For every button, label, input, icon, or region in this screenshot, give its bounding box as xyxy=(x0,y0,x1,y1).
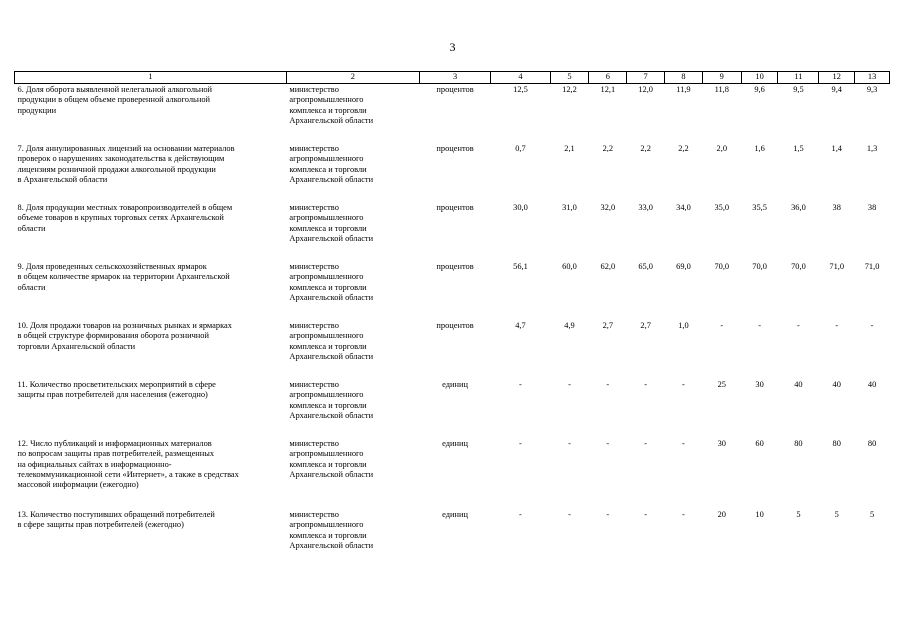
unit-cell: процентов xyxy=(436,85,474,94)
value-cell: 31,0 xyxy=(562,203,577,212)
responsible-text-line: министерство xyxy=(289,144,339,153)
indicator-text-line: в общей структуре формирования оборота розничной xyxy=(17,331,209,341)
responsible-text-line: Архангельской области xyxy=(289,469,374,479)
responsible-text-line: агропромышленного xyxy=(289,154,364,164)
responsible-text-line: министерство xyxy=(289,380,339,389)
value-cell: 1,5 xyxy=(793,144,804,153)
value-cell: - xyxy=(606,510,610,519)
value-cell: - xyxy=(797,321,800,330)
value-cell: 65,0 xyxy=(638,262,653,271)
table-row xyxy=(15,509,890,568)
value-cell: - xyxy=(519,439,522,448)
value-cell: 12,0 xyxy=(638,85,653,94)
value-cell: 71,0 xyxy=(829,262,845,271)
indicator-text-line: торговли Архангельской области xyxy=(17,341,136,351)
value-cell: 20 xyxy=(717,510,726,519)
unit-cell: процентов xyxy=(436,203,474,212)
column-header: 13 xyxy=(855,72,890,84)
value-cell: - xyxy=(870,321,874,330)
indicator-cell xyxy=(15,84,287,144)
indicator-cell xyxy=(15,261,287,320)
value-cell: 62,0 xyxy=(600,262,616,271)
indicator-text-line: в общем количестве ярмарок на территории Архангельской xyxy=(17,272,230,282)
value-cell: 5 xyxy=(834,510,839,519)
value-cell: 11,9 xyxy=(676,85,691,94)
value-cell: - xyxy=(644,510,648,519)
value-cell: 4,9 xyxy=(564,321,575,330)
indicator-text-line: области xyxy=(17,282,46,292)
responsible-text-line: комплекса и торговли xyxy=(289,459,367,469)
responsible-cell xyxy=(286,509,419,568)
indicator-text-line: проверок о нарушениях законодательства к действующим xyxy=(17,154,225,164)
table-row xyxy=(15,143,890,202)
indicator-text-line: области xyxy=(17,223,46,233)
responsible-text-line: комплекса и торговли xyxy=(289,164,367,174)
responsible-text-line: Архангельской области xyxy=(289,292,374,302)
indicator-text-line: 7. Доля аннулированных лицензий на основании материалов xyxy=(17,144,235,153)
value-cell: - xyxy=(519,510,522,519)
value-cell: 35,5 xyxy=(752,203,767,212)
value-cell: 9,3 xyxy=(866,85,878,94)
value-cell: 2,0 xyxy=(716,144,727,153)
value-cell: 11,8 xyxy=(714,85,729,94)
column-header: 8 xyxy=(665,72,703,84)
value-cell: 9,6 xyxy=(754,85,765,94)
value-cell: 2,7 xyxy=(640,321,651,330)
value-cell: 1,6 xyxy=(754,144,765,153)
value-cell: 9,4 xyxy=(831,85,842,94)
value-cell: - xyxy=(682,380,685,389)
unit-cell: единиц xyxy=(442,380,468,389)
page-number: 3 xyxy=(449,40,456,54)
indicator-text-line: 6. Доля оборота выявленной нелегальной алкогольной xyxy=(17,85,212,94)
value-cell: 2,1 xyxy=(564,144,575,153)
indicator-cell xyxy=(15,143,287,202)
value-cell: 33,0 xyxy=(638,203,653,212)
value-cell: 12,1 xyxy=(600,85,616,94)
value-cell: 69,0 xyxy=(676,262,691,271)
responsible-text-line: агропромышленного xyxy=(289,213,364,223)
value-cell: - xyxy=(568,439,571,448)
responsible-cell xyxy=(286,261,419,320)
column-header: 4 xyxy=(491,72,550,84)
table-row xyxy=(15,84,890,144)
column-header: 3 xyxy=(419,72,491,84)
column-header: 5 xyxy=(550,72,589,84)
value-cell: 32,0 xyxy=(600,203,616,212)
indicator-text-line: продукции xyxy=(17,105,57,115)
value-cell: 70,0 xyxy=(791,262,806,271)
value-cell: 60 xyxy=(755,439,764,448)
value-cell: 35,0 xyxy=(714,203,730,212)
responsible-text-line: комплекса и торговли xyxy=(289,105,367,115)
value-cell: 12,5 xyxy=(513,85,528,94)
responsible-text-line: агропромышленного xyxy=(289,95,364,105)
value-cell: 9,5 xyxy=(793,85,804,94)
value-cell: 12,2 xyxy=(562,85,577,94)
responsible-text-line: комплекса и торговли xyxy=(289,530,367,540)
responsible-text-line: Архангельской области xyxy=(289,410,374,420)
value-cell: 2,2 xyxy=(640,144,651,153)
value-cell: 2,2 xyxy=(678,144,689,153)
unit-cell: процентов xyxy=(436,262,474,271)
table-row xyxy=(15,261,890,320)
unit-cell: единиц xyxy=(442,439,468,448)
value-cell: - xyxy=(720,321,724,330)
indicator-cell xyxy=(15,202,287,261)
indicator-text-line: в Архангельской области xyxy=(17,174,108,184)
value-cell: 1,4 xyxy=(831,144,842,153)
value-cell: 40 xyxy=(867,380,877,389)
responsible-cell xyxy=(286,202,419,261)
value-cell: - xyxy=(644,380,648,389)
indicator-text-line: 11. Количество просветительских мероприятий в сфере xyxy=(17,380,216,389)
column-header: 12 xyxy=(819,72,855,84)
responsible-text-line: агропромышленного xyxy=(289,520,364,530)
table-row xyxy=(15,320,890,379)
column-header: 6 xyxy=(589,72,627,84)
value-cell: 30 xyxy=(755,380,764,389)
unit-cell: единиц xyxy=(442,510,468,519)
value-cell: 4,7 xyxy=(515,321,526,330)
table-row xyxy=(15,202,890,261)
column-header: 7 xyxy=(627,72,665,84)
indicator-text-line: объеме товаров в крупных торговых сетях Архангельской xyxy=(17,213,224,223)
indicator-text-line: продукции в общем объеме проверенной алкогольной xyxy=(17,95,210,105)
responsible-text-line: Архангельской области xyxy=(289,115,374,125)
value-cell: - xyxy=(606,439,610,448)
responsible-cell xyxy=(286,379,419,438)
responsible-text-line: комплекса и торговли xyxy=(289,282,367,292)
responsible-cell xyxy=(286,438,419,509)
value-cell: 0,7 xyxy=(515,144,526,153)
responsible-cell xyxy=(286,84,419,144)
indicator-text-line: 13. Количество поступивших обращений потребителей xyxy=(17,510,215,519)
value-cell: 38 xyxy=(867,203,877,212)
indicator-text-line: массовой информации (ежегодно) xyxy=(17,480,139,490)
responsible-cell xyxy=(286,320,419,379)
responsible-text-line: министерство xyxy=(289,439,339,448)
value-cell: 40 xyxy=(832,380,841,389)
column-header: 11 xyxy=(778,72,819,84)
indicator-text-line: 10. Доля продажи товаров на розничных рынках и ярмарках xyxy=(17,321,232,330)
value-cell: - xyxy=(682,510,685,519)
responsible-text-line: комплекса и торговли xyxy=(289,400,367,410)
value-cell: 40 xyxy=(794,380,803,389)
value-cell: 80 xyxy=(832,439,841,448)
indicator-text-line: 8. Доля продукции местных товаропроизводителей в общем xyxy=(17,203,233,212)
responsible-text-line: агропромышленного xyxy=(289,390,364,400)
responsible-text-line: министерство xyxy=(289,85,339,94)
responsible-text-line: Архангельской области xyxy=(289,174,374,184)
value-cell: 80 xyxy=(867,439,877,448)
unit-cell: процентов xyxy=(436,144,474,153)
value-cell: 30 xyxy=(717,439,726,448)
value-cell: - xyxy=(568,380,571,389)
responsible-text-line: комплекса и торговли xyxy=(289,341,367,351)
value-cell: 36,0 xyxy=(791,203,806,212)
value-cell: - xyxy=(644,439,648,448)
indicator-text-line: на официальных сайтах в информационно- xyxy=(17,459,172,469)
value-cell: - xyxy=(568,510,571,519)
value-cell: 56,1 xyxy=(513,262,528,271)
responsible-text-line: комплекса и торговли xyxy=(289,223,367,233)
value-cell: - xyxy=(682,439,685,448)
value-cell: 30,0 xyxy=(513,203,528,212)
header-row xyxy=(15,72,890,84)
value-cell: 1,0 xyxy=(678,321,689,330)
value-cell: 70,0 xyxy=(752,262,767,271)
table-row xyxy=(15,379,890,438)
responsible-text-line: министерство xyxy=(289,321,339,330)
indicator-text-line: защиты прав потребителей для населения (ежегодно) xyxy=(17,390,208,400)
value-cell: - xyxy=(758,321,761,330)
value-cell: 2,2 xyxy=(602,144,614,153)
indicators-table xyxy=(14,71,890,568)
indicator-cell xyxy=(15,379,287,438)
value-cell: 1,3 xyxy=(866,144,878,153)
responsible-text-line: Архангельской области xyxy=(289,233,374,243)
responsible-cell xyxy=(286,143,419,202)
column-header: 1 xyxy=(15,72,287,84)
value-cell: 5 xyxy=(869,510,875,519)
responsible-text-line: министерство xyxy=(289,203,339,212)
value-cell: 34,0 xyxy=(676,203,691,212)
column-header: 10 xyxy=(741,72,778,84)
value-cell: - xyxy=(835,321,839,330)
indicator-text-line: лицензиям розничной продажи алкогольной продукции xyxy=(17,164,216,174)
value-cell: 2,7 xyxy=(602,321,614,330)
indicator-text-line: по вопросам защиты прав потребителей, размещенных xyxy=(17,449,215,459)
responsible-text-line: Архангельской области xyxy=(289,540,374,550)
table-row xyxy=(15,438,890,509)
value-cell: 70,0 xyxy=(714,262,730,271)
value-cell: 10 xyxy=(755,510,764,519)
value-cell: - xyxy=(606,380,610,389)
responsible-text-line: министерство xyxy=(289,510,339,519)
value-cell: 60,0 xyxy=(562,262,577,271)
column-header: 9 xyxy=(702,72,741,84)
value-cell: 71,0 xyxy=(864,262,880,271)
value-cell: 80 xyxy=(794,439,803,448)
value-cell: 25 xyxy=(717,380,726,389)
value-cell: 38 xyxy=(832,203,841,212)
value-cell: - xyxy=(519,380,522,389)
responsible-text-line: агропромышленного xyxy=(289,449,364,459)
value-cell: 5 xyxy=(796,510,801,519)
indicator-text-line: в сфере защиты прав потребителей (ежегодно) xyxy=(17,520,184,530)
indicator-text-line: телекоммуникационной сети «Интернет», а также в средствах xyxy=(17,469,239,479)
indicator-text-line: 9. Доля проведенных сельскохозяйственных ярмарок xyxy=(17,262,207,271)
indicator-cell xyxy=(15,509,287,568)
responsible-text-line: министерство xyxy=(289,262,339,271)
responsible-text-line: агропромышленного xyxy=(289,331,364,341)
indicator-text-line: 12. Число публикаций и информационных материалов xyxy=(17,439,212,448)
responsible-text-line: агропромышленного xyxy=(289,272,364,282)
responsible-text-line: Архангельской области xyxy=(289,351,374,361)
unit-cell: процентов xyxy=(436,321,474,330)
column-header: 2 xyxy=(286,72,419,84)
indicator-cell xyxy=(15,438,287,509)
indicator-cell xyxy=(15,320,287,379)
